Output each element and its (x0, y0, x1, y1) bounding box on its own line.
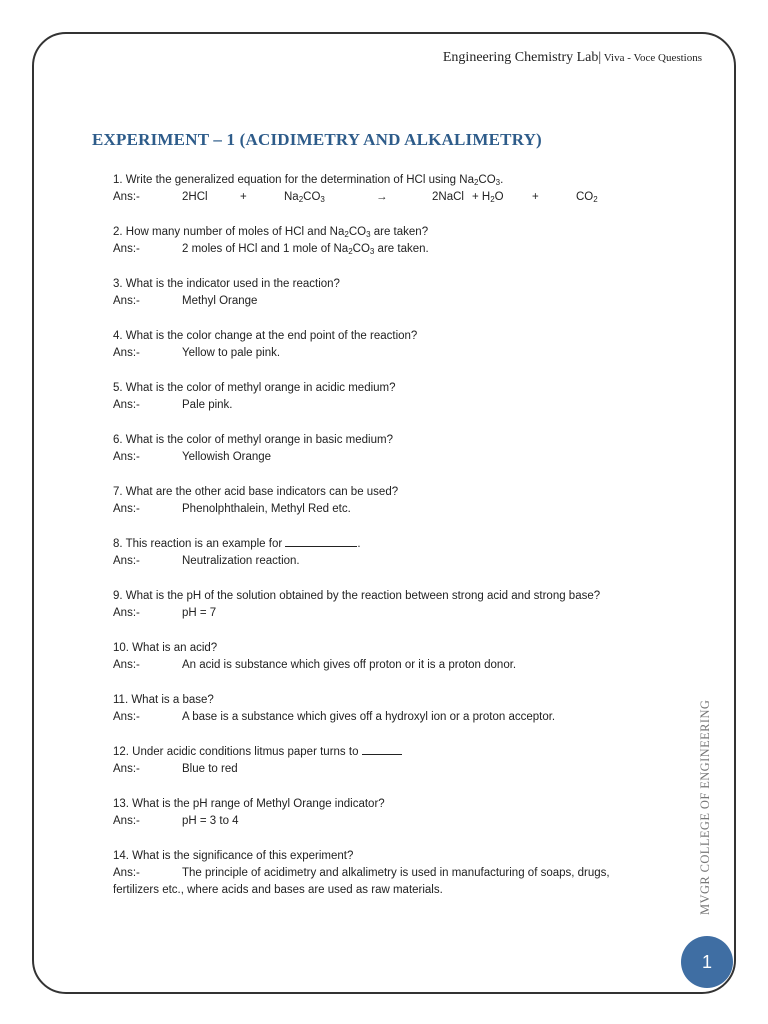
fill-blank (362, 744, 402, 755)
answer-3: Ans:- Methyl Orange (113, 295, 258, 307)
question-12: 12. Under acidic conditions litmus paper turns to (113, 744, 673, 761)
college-side-label: MVGR COLLEGE OF ENGINEERING (698, 699, 712, 915)
qa-item-5 (113, 380, 673, 414)
qa-item-13 (113, 796, 673, 830)
question-6: 6. What is the color of methyl orange in basic medium? (113, 434, 393, 446)
qa-item-6 (113, 432, 673, 466)
question-9: 9. What is the pH of the solution obtained by the reaction between strong acid and strong base? (113, 590, 601, 602)
question-7: 7. What are the other acid base indicators can be used? (113, 486, 399, 498)
question-5: 5. What is the color of methyl orange in acidic medium? (113, 382, 396, 394)
qa-item-2 (113, 224, 673, 258)
fill-blank (285, 536, 357, 547)
answer-12: Ans:- Blue to red (113, 763, 238, 775)
question-list (113, 172, 673, 917)
answer-11: Ans:- A base is a substance which gives off a hydroxyl ion or a proton acceptor. (113, 711, 556, 723)
experiment-title: EXPERIMENT – 1 (ACIDIMETRY AND ALKALIMETRY) (92, 130, 542, 149)
answer-6: Ans:- Yellowish Orange (113, 451, 272, 463)
answer-10: Ans:- An acid is substance which gives off proton or it is a proton donor. (113, 659, 517, 671)
question-3: 3. What is the indicator used in the reaction? (113, 278, 340, 290)
answer-14: Ans:- The principle of acidimetry and alkalimetry is used in manufacturing of soaps, drugs, (113, 867, 610, 879)
header-main: Engineering Chemistry Lab (442, 50, 599, 65)
qa-item-12 (113, 744, 673, 778)
header-separator: | (598, 50, 602, 65)
reaction-arrow: → (376, 191, 388, 203)
page-number-badge: 1 (681, 936, 733, 988)
question-4: 4. What is the color change at the end point of the reaction? (113, 330, 418, 342)
answer-14-continued: fertilizers etc., where acids and bases are used as raw materials. (113, 884, 443, 896)
qa-item-4 (113, 328, 673, 362)
answer-label: Ans:- (113, 191, 140, 203)
question-8: 8. This reaction is an example for . (113, 538, 361, 550)
answer-label: Ans:- (113, 243, 140, 255)
question-1: 1. Write the generalized equation for the determination of HCl using $Na_2CO_3$. (113, 174, 504, 187)
qa-item-9 (113, 588, 673, 622)
question-2: 2. How many number of moles of HCl and $Na_2CO_3$ are taken? (113, 226, 429, 239)
running-header (443, 50, 702, 66)
question-10: 10. What is an acid? (113, 642, 218, 654)
question-13: 13. What is the pH range of Methyl Orange indicator? (113, 798, 385, 810)
question-14: 14. What is the significance of this experiment? (113, 850, 354, 862)
qa-item-11 (113, 692, 673, 726)
qa-item-14 (113, 848, 673, 899)
answer-4: Ans:- Yellow to pale pink. (113, 347, 281, 359)
question-11: 11. What is a base? (113, 694, 214, 706)
answer-1-equation: Ans:- 2HCl + $Na_2CO_3$ → 2NaCl + $H_2O$ + $CO_2$ (113, 191, 598, 204)
qa-item-10 (113, 640, 673, 674)
answer-7: Ans:- Phenolphthalein, Methyl Red etc. (113, 503, 351, 515)
answer-9: Ans:- pH = 7 (113, 607, 217, 619)
answer-2: Ans:- 2 moles of HCl and 1 mole of $Na_2CO_3$ are taken. (113, 243, 429, 256)
qa-item-7 (113, 484, 673, 518)
answer-13: Ans:- pH = 3 to 4 (113, 815, 239, 827)
qa-item-3 (113, 276, 673, 310)
answer-5: Ans:- Pale pink. (113, 399, 233, 411)
answer-8: Ans:- Neutralization reaction. (113, 555, 300, 567)
qa-item-1 (113, 172, 673, 206)
header-sub: Viva - Voce Questions (601, 52, 702, 64)
qa-item-8 (113, 536, 673, 570)
